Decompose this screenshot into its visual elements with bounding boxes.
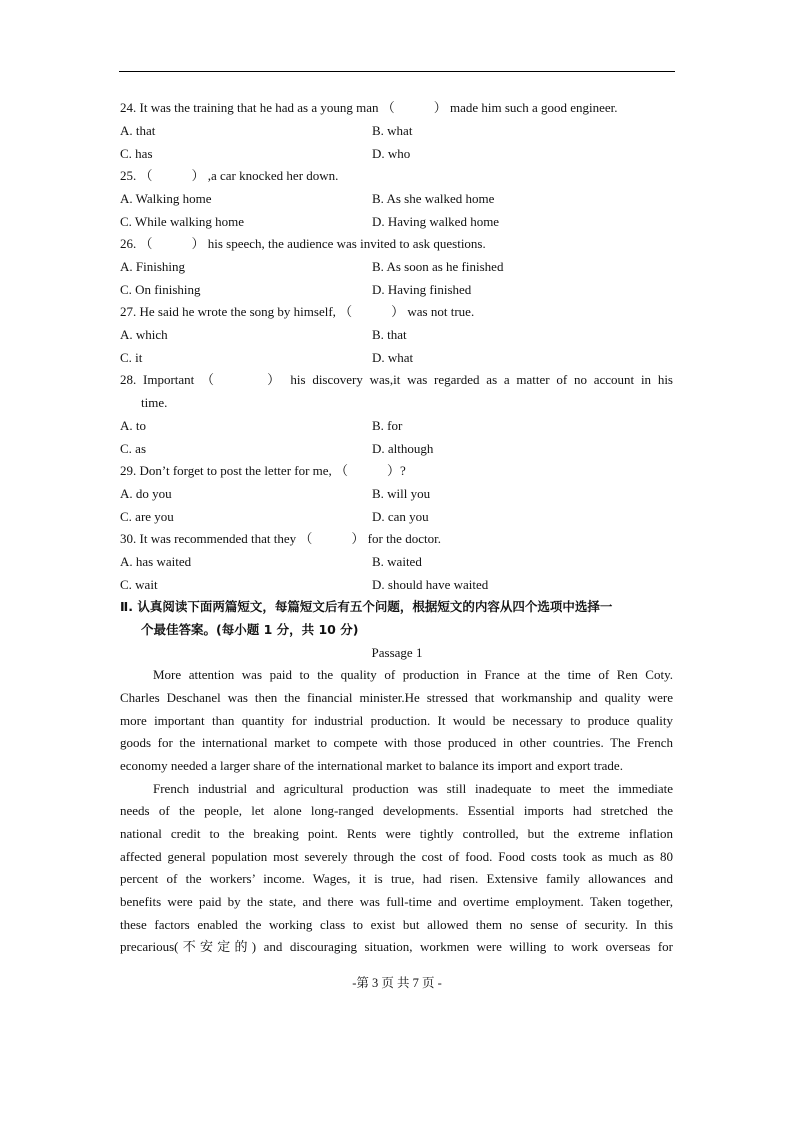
question-27-stem: 27. He said he wrote the song by himself, （ ） was not true. [120, 304, 475, 319]
section-heading: Ⅱ. 认真阅读下面两篇短文，每篇短文后有五个问题，根据短文的内容从四个选项中选择一 [120, 599, 613, 614]
q29-option-b: B. will you [372, 486, 431, 501]
passage-line: economy needed a larger share of the international market to balance its import and export trade. [120, 758, 623, 773]
q25-option-b: B. As she walked home [372, 191, 495, 206]
page-footer: -第 3 页 共 7 页 - [352, 976, 442, 990]
question-30-stem: 30. It was recommended that they （ ） for the doctor. [120, 531, 441, 546]
passage-line: benefits were paid by the state, and there was full-time and overtime employment. Taken together, [120, 894, 673, 909]
section-heading-cont: 个最佳答案。(每小题 1 分，共 10 分) [141, 622, 359, 637]
question-29-stem: 29. Don’t forget to post the letter for me, （ ）? [120, 463, 406, 478]
question-28-stem-cont: time. [141, 395, 168, 410]
passage-line: French industrial and agricultural production was still inadequate to meet the immediate [153, 781, 673, 796]
q28-option-d: D. although [372, 441, 434, 456]
question-26-stem: 26. （ ） his speech, the audience was invited to ask questions. [120, 236, 486, 251]
q29-option-c: C. are you [120, 509, 174, 524]
q26-option-d: D. Having finished [372, 282, 472, 297]
q25-option-c: C. While walking home [120, 214, 244, 229]
passage-title: Passage 1 [371, 645, 423, 660]
q27-option-c: C. it [120, 350, 143, 365]
q27-option-a: A. which [120, 327, 168, 342]
q30-option-a: A. has waited [120, 554, 192, 569]
passage-line: needs of the people, let alone long-ranged developments. Essential imports had stretched the [120, 803, 673, 818]
passage-line: More attention was paid to the quality of production in France at the time of Ren Coty. [153, 667, 673, 682]
q27-option-b: B. that [372, 327, 407, 342]
q24-option-b: B. what [372, 123, 413, 138]
passage-line: percent of the workers’ income. Wages, it is true, had risen. Extensive family allowances and [120, 871, 673, 886]
q26-option-a: A. Finishing [120, 259, 186, 274]
q24-option-a: A. that [120, 123, 156, 138]
passage-line: goods for the international market to compete with those produced in other countries. The French [120, 735, 673, 750]
q25-option-d: D. Having walked home [372, 214, 500, 229]
passage-line: more important than quantity for industrial production. It would be necessary to produce quality [120, 713, 673, 728]
passage-line: these factors enabled the working class to exist but allowed them no sense of security. In this [120, 917, 673, 932]
question-25-stem: 25. （ ） ,a car knocked her down. [120, 168, 339, 183]
q30-option-b: B. waited [372, 554, 422, 569]
q27-option-d: D. what [372, 350, 414, 365]
passage-line: Charles Deschanel was then the financial minister.He stressed that workmanship and quality were [120, 690, 673, 705]
q28-option-c: C. as [120, 441, 146, 456]
q26-option-c: C. On finishing [120, 282, 201, 297]
header-rule [119, 71, 675, 72]
q29-option-d: D. can you [372, 509, 429, 524]
passage-line: affected general population most severely through the cost of food. Food costs took as much as 80 [120, 849, 673, 864]
q26-option-b: B. As soon as he finished [372, 259, 504, 274]
passage-line: national credit to the breaking point. Rents were tightly controlled, but the extreme inflation [120, 826, 673, 841]
q24-option-c: C. has [120, 146, 153, 161]
q25-option-a: A. Walking home [120, 191, 212, 206]
q24-option-d: D. who [372, 146, 411, 161]
q29-option-a: A. do you [120, 486, 172, 501]
q28-option-a: A. to [120, 418, 146, 433]
q30-option-d: D. should have waited [372, 577, 489, 592]
question-28-stem: 28. Important （ ） his discovery was,it was regarded as a matter of no account in his [120, 372, 673, 387]
question-24-stem: 24. It was the training that he had as a young man （ ） made him such a good engineer. [120, 100, 618, 115]
passage-line: precarious(不安定的) and discouraging situation, workmen were willing to work overseas for [120, 939, 673, 954]
q28-option-b: B. for [372, 418, 403, 433]
q30-option-c: C. wait [120, 577, 158, 592]
